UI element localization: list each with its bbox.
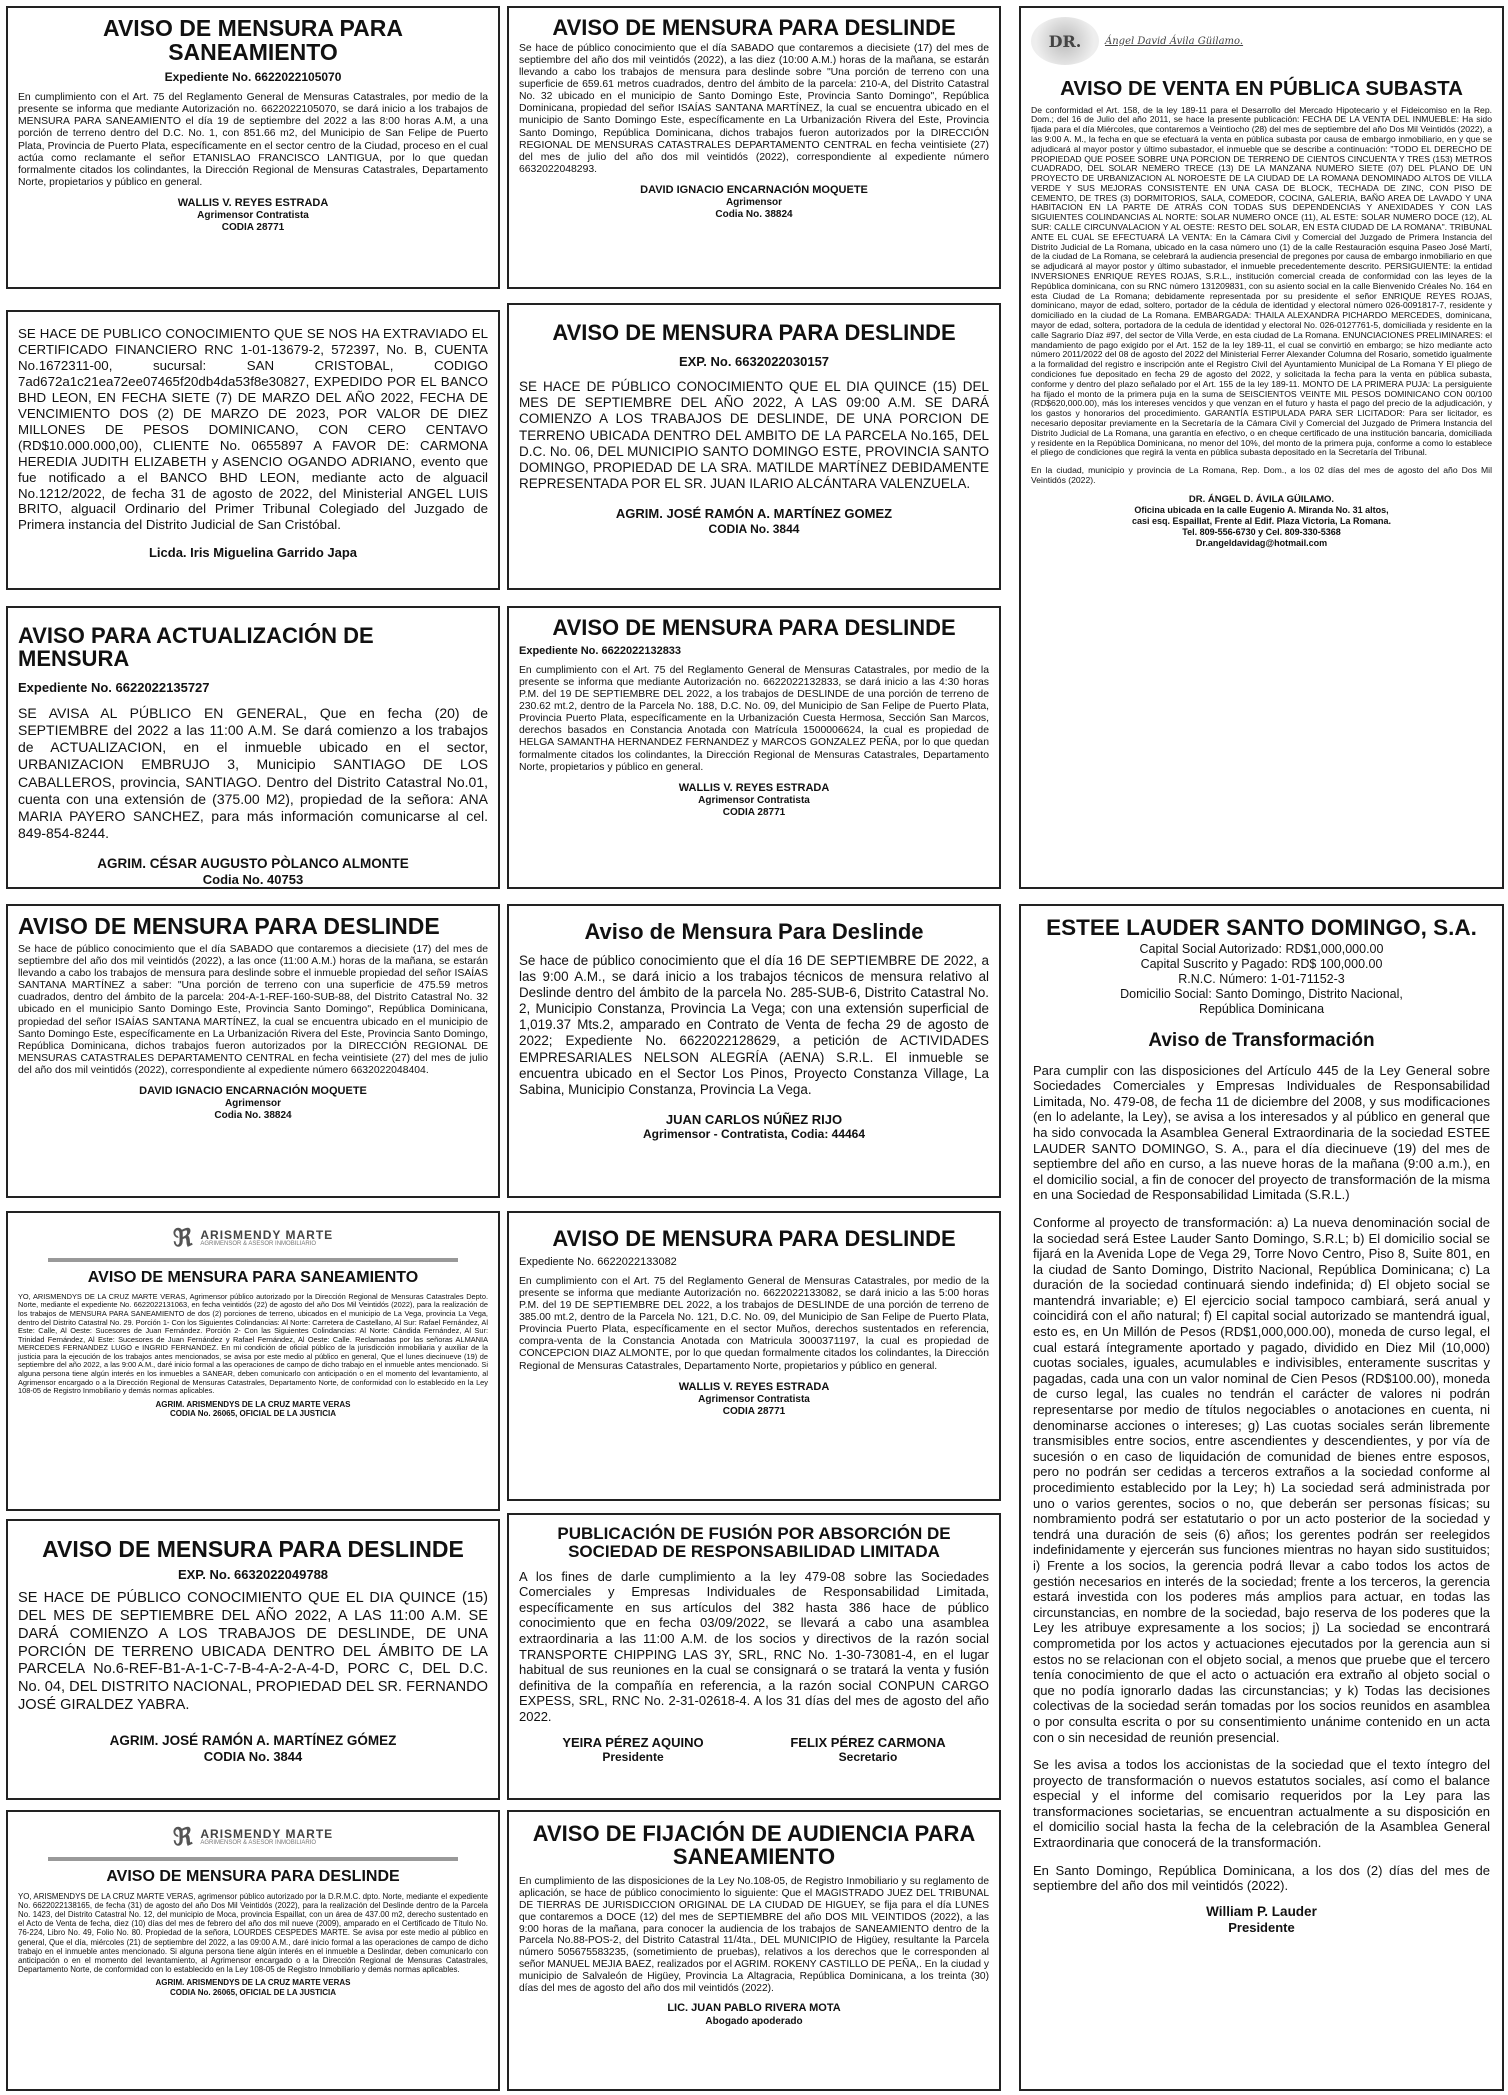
logo-subtext: AGRIMENSOR & ASESOR INMOBILIARIO bbox=[200, 1240, 317, 1247]
signature-role: Presidente bbox=[602, 1750, 664, 1765]
domicile-country: República Dominicana bbox=[1198, 1001, 1325, 1016]
logo-text: ARISMENDY MARTE bbox=[200, 1826, 334, 1841]
signature-code: CODIA 28771 bbox=[221, 221, 285, 233]
signature-name: DAVID IGNACIO ENCARNACIÓN MOQUETE bbox=[139, 1084, 367, 1097]
ad-closing: En la ciudad, municipio y provincia de La Romana, Rep. Dom., a los 02 días del mes de agosto del año Dos Mil Veintidós (2022). bbox=[1031, 465, 1492, 485]
ad-body: SE AVISA AL PÚBLICO EN GENERAL, Que en fecha (20) de SEPTIEMBRE del 2022 a las 11:00 A.M. Se dará comienzo a los trabajos de ACTUALIZACION, en el inmueble ubicado en el sector, URBANIZACION EMBRUJO 3, Municipio SANTIAGO DE LOS CABALLEROS, provincia, SANTIAGO. Dentro del Distrito Catastral No.01, cuenta con una extensión de (375.00 M2), propiedad de la señora: ANA MARIA PAYERO SANCHEZ, para más información comunicarse al cel. 849-854-8244. bbox=[18, 705, 488, 841]
ad-estee-lauder-transformacion bbox=[1019, 904, 1504, 2091]
signature-role: Secretario bbox=[838, 1750, 898, 1765]
signature-line: casi esq. Espaillat, Frente al Edif. Plaza Victoria, La Romana. bbox=[1132, 515, 1391, 526]
ad-expediente: Expediente No. 6622022133082 bbox=[519, 1256, 677, 1269]
ad-fijacion-audiencia bbox=[507, 1810, 1001, 2091]
ad-title: AVISO DE MENSURA PARA DESLINDE bbox=[552, 15, 956, 40]
signature-code: Codia No. 40753 bbox=[202, 872, 304, 887]
company-logo bbox=[18, 1822, 488, 1851]
ad-subtitle: Aviso de Transformación bbox=[1148, 1029, 1375, 1051]
logo-subtext: AGRIMENSOR & ASESOR INMOBILIARIO bbox=[200, 1839, 317, 1846]
ad-closing: En Santo Domingo, República Dominicana, a los dos (2) días del mes de septiembre del año dos mil veintidós (2022). bbox=[1033, 1862, 1490, 1894]
ad-title: AVISO DE MENSURA PARA SANEAMIENTO bbox=[103, 15, 403, 66]
signature-code: CODIA No. 3844 bbox=[708, 522, 800, 536]
signature-code: CODIA No. 3844 bbox=[203, 1748, 303, 1764]
domicile: Domicilio Social: Santo Domingo, Distrito Nacional, bbox=[1120, 986, 1403, 1001]
fingerprint-logo-icon bbox=[1031, 17, 1099, 65]
signature-name: WALLIS V. REYES ESTRADA bbox=[678, 1380, 830, 1393]
signatures bbox=[519, 1735, 989, 1765]
logo-mark-icon: ℜ bbox=[172, 1822, 193, 1851]
ad-body: A los fines de darle cumplimiento a la ley 479-08 sobre las Sociedades Comerciales y Empresas Individuales de Responsabilidad Limitada, específicamente en sus artículos del 382 hasta 386 hace de público conocimiento que en fecha 03/09/2022, se llevará a cabo una asamblea extraordinaria a las 11:00 A.M. de los socios y directivos de la razón social TRANSPORTE CHIPPING LAS 3Y, SRL, RNC No. 1-30-73081-4, en el lugar habitual de sus reuniones en la cual se consignará o se tratará la venta y fusión definitiva de la compañía en referencia, a la razón social CONPUN CARGO EXPESS, SRL, RNC No. 2-31-02618-4. A los 31 días del mes de agosto del año 2022. bbox=[519, 1568, 989, 1725]
ad-body: En cumplimiento con el Art. 75 del Reglamento General de Mensuras Catastrales, por medio de la presente se informa que mediante Autorización no. 6622022105070, se dará inicio a los trabajos de MENSURA PARA SANEAMIENTO el día 19 de septiembre del 2022 a las 8:00 horas A.M, a una porción de terreno dentro del D.C. No. 1, con 851.66 m2, del Municipio de San Felipe de Puerto Plata, Provincia de Puerto Plata, específicamente en el sector centro de la Ciudad, proceso en el cual actúa como reclamante el señor ETANISLAO FRANCISCO LANTIGUA, por lo que quedan formalmente citados los colindantes, la Dirección Regional de Mensuras Catastrales, Departamento Norte, propietarios y público en general. bbox=[18, 92, 488, 188]
ad-body: Se hace de público conocimiento que el día SABADO que contaremos a diecisiete (17) del mes de septiembre del año dos mil veintidós (2022), a las once (11:00 A.M.) horas de la mañana, se estarán llevando a cabo los trabajos de mensura para deslinde sobre el inmueble propiedad del señor ISAÍAS SANTANA MARTÍNEZ a saber: "Una porción de terreno con una superficie de 475.59 metros cuadrados, dentro del ámbito de la parcela: 204-A-1-REF-160-SUB-88, del Distrito Catastral No. 32 ubicado en el municipio Santo Domingo Este, Provincia Santo Domingo", República Dominicana, propiedad del señor ISAÍAS SANTANA MARTÍNEZ, la cual se encuentra ubicado en el municipio de Santo Domingo Este, específicamente en La Urbanización Rivera del Este, Provincia Santo Domingo, República Dominicana, dichos trabajos fueron autorizados por la DIRECCIÓN REGIONAL DE MENSURAS CATASTRALES DEPARTAMENTO CENTRAL en fecha veintisiete (27) del mes de julio del año dos mil veintidós (2022), correspondiente al expediente número 6632022048404. bbox=[18, 944, 488, 1076]
logo-mark-icon: ℜ bbox=[172, 1223, 193, 1252]
ad-expediente: EXP. No. 6632022049788 bbox=[177, 1567, 329, 1583]
ad-saneamiento-la-vega bbox=[6, 1211, 500, 1511]
ad-title: AVISO DE MENSURA PARA DESLINDE bbox=[106, 1868, 400, 1885]
ad-title: AVISO DE VENTA EN PÚBLICA SUBASTA bbox=[1060, 77, 1463, 100]
signature-name: FELIX PÉREZ CARMONA bbox=[790, 1734, 946, 1750]
ad-expediente: Expediente No. 6622022135727 bbox=[18, 680, 210, 696]
ad-mensura-deslinde-constanza bbox=[507, 904, 1001, 1198]
signature-name: LIC. JUAN PABLO RIVERA MOTA bbox=[667, 2002, 841, 2015]
ad-body: En cumplimiento con el Art. 75 del Reglamento General de Mensuras Catastrales, por medio de la presente se informa que mediante Autorización no. 6622022132833, se dará inicio a las 4:30 horas P.M. del 19 DE SEPTIEMBRE DEL 2022, a los trabajos de DESLINDE de una porción de terreno de 230.62 mt.2, dentro de la Parcela No. 188, D.C. No. 09, del Municipio de San Felipe de Puerto Plata, Provincia Puerto Plata, específicamente en la Urbanización Cuesta Hermosa, Sección San Marcos, derechos basados en Constancia Anotada con Matrícula 1500006624, la cual es propiedad de HELGA SAMANTHA HERNANDEZ FERNANDEZ y MARCOS GONZALEZ PEÑA, por lo que quedan formalmente citados los colindantes, la Dirección Regional de Mensuras Catastrales, Departamento Norte, propietarios y público en general. bbox=[519, 665, 989, 773]
signature-line: Oficina ubicada en la calle Eugenio A. Miranda No. 31 altos, bbox=[1134, 505, 1389, 516]
ad-title: AVISO DE FIJACIÓN DE AUDIENCIA PARA SANEAMIENTO bbox=[532, 1821, 976, 1870]
signature-role: Agrimensor Contratista bbox=[197, 209, 309, 221]
ad-title: AVISO DE MENSURA PARA DESLINDE bbox=[18, 913, 440, 939]
ad-body: En cumplimiento de las disposiciones de la Ley No.108-05, de Registro Inmobiliario y su reglamento de aplicación, se hace de público conocimiento lo siguiente: Que el MAGISTRADO JUEZ DEL TRIBUNAL DE TIERRAS DE JURISDICCION ORIGINAL DE LA CIUDAD DE HIGUEY, se fija para el día LUNES que contaremos a DOCE (12) del mes de SEPTIEMBRE del año DOS MIL VEINTIDOS (2022), a las 9:00 horas de la mañana, para conocer la audiencia de los trabajos de SANEAMIENTO dentro de la Parcela No.88-POS-2, del Distrito Catastral 11/4ta., DEL MUNICIPIO de Higüey, resultante la Parcela número 505675583235, (sometimiento de pruebas), relativos a los derechos que le corresponden al señor MANUEL MEJIA BAEZ, realizados por el AGRIM. ROKENY CASTILLO DE PEÑA,. En la ciudad y municipio de Salvaleón de Higüey, Provincia La Altagracia, República Dominicana, a los treinta (30) días del mes de agosto del año dos mil veintidós (2022). bbox=[519, 1876, 989, 1994]
signature-role: Agrimensor bbox=[224, 1098, 282, 1110]
signature-role: Presidente bbox=[1228, 1920, 1295, 1936]
ad-paragraph: Conforme al proyecto de transformación: a) La nueva denominación social de la sociedad será Estee Lauder Santo Domingo, S.R.L; b) El domicilio social se fijará en la Avenida Lope de Vega 29, Torre Novo Centro, Piso 8, Suite 801, en la ciudad de Santo Domingo, Distrito Nacional, República Dominicana; c) La duración de la sociedad continuará siendo indefinida; d) El objeto social se mantendrá invariable; e) El ejercicio social tampoco cambiará, será anual y coincidirá con el año natural; f) El capital social autorizado se mantendrá igual, esto es, en Un Millón de Pesos (RD$1,000,000.00), moneda de curso legal, el cual estará íntegramente aportado y pagado, dividido en Diez Mil (10,000) cuotas sociales, iguales, acumulables e indivisibles, enteramente suscritas y pagadas, cada una con un valor nominal de Cien Pesos (RD$100.00), moneda de curso legal, las cuales no tendrán el carácter de valores ni podrán representarse por medio de títulos negociables o anotaciones en cuenta, ni denominarse acciones o intereses; g) Las cuotas sociales serán libremente transmisibles entre socios, entre ascendientes y descendientes, y por vía de sucesión o en caso de liquidación de comunidad de bienes entre esposos, pero no podrán ser cedidas a terceros extraños a la sociedad conforme al procedimiento establecido por la Ley; h) La sociedad será administrada por uno o varios gerentes, socios o no, que deberán ser personas físicas; su nombramiento podrá ser estatutario o por un acto posterior de la sociedad y tendrá una duración de seis (6) años; los gerentes podrán ser reelegidos indefinidamente y ejercerán sus funciones mientras no hayan sido sustituidos; i) Frente a los socios, la gerencia podrá llevar a cabo todos los actos de gestión necesarios en interés de la sociedad; frente a los terceros, la gerencia estará investida con los poderes más amplios para actuar, en todas las circunstancias, en nombre de la sociedad, bajo reserva de los poderes que la Ley les atribuye expresamente a los socios; j) La sociedad se encontrará comprometida por los actos y actuaciones ejecutados por la gerencia aun si estos no se relacionan con el objeto social, a menos que pruebe que el tercero tenía conocimiento de que el acto o actuación era extraño al objeto social o que no podía ignorarlo dadas las circunstancias; y k) Todas las decisiones colectivas de la sociedad serán tomadas por los socios reunidos en asamblea o por consulta escrita o por su consentimiento unánime contenido en un acta con o sin necesidad de reunión presencial. bbox=[1033, 1214, 1490, 1745]
signature-role: Agrimensor - Contratista, Codia: 44464 bbox=[642, 1127, 866, 1142]
ad-title: AVISO DE MENSURA PARA DESLINDE bbox=[552, 615, 956, 640]
signature-code: CODIA 28771 bbox=[722, 1405, 786, 1417]
signature-name: AGRIM. JOSÉ RAMÓN A. MARTÍNEZ GOMEZ bbox=[615, 506, 893, 522]
signature-code: CODIA No. 26065, OFICIAL DE LA JUSTICIA bbox=[170, 1987, 336, 1997]
signature-code: Codia No. 38824 bbox=[715, 208, 793, 220]
ad-actualizacion-mensura bbox=[6, 606, 500, 889]
signature-role: Agrimensor Contratista bbox=[698, 1393, 810, 1405]
capital-authorized: Capital Social Autorizado: RD$1,000,000.00 bbox=[1139, 941, 1384, 956]
logo-divider bbox=[48, 1857, 458, 1861]
ad-title: AVISO DE MENSURA PARA DESLINDE bbox=[552, 1226, 956, 1251]
ad-title: AVISO DE MENSURA PARA SANEAMIENTO bbox=[87, 1269, 419, 1286]
company-logo bbox=[18, 1223, 488, 1252]
ad-body: Se hace de público conocimiento que el día 16 DE SEPTIEMBRE DE 2022, a las 9:00 A.M., se dará inicio a los trabajos técnicos de mensura relativo al Deslinde dentro del ámbito de la parcela No. 285-SUB-6, Distrito Catastral No. 2, Municipio Constanza, Provincia La Vega; con una extensión superficial de 1,019.37 Mts.2, amparado en Contrato de Venta de fecha 29 de agosto de 2022; Expediente No. 6622022128629, a petición de ACTIVIDADES EMPRESARIALES NELSON ALEGRÍA (AENA) S.R.L. El inmueble se encuentra ubicado en el Sector Los Pinos, Proyecto Constanza Village, La Sabina, Municipio Constanza, Provincia La Vega. bbox=[519, 953, 989, 1097]
signature-name: Licda. Iris Miguelina Garrido Japa bbox=[148, 545, 358, 561]
ad-mensura-saneamiento-puerto-plata bbox=[6, 6, 500, 289]
ad-body: SE HACE DE PUBLICO CONOCIMIENTO QUE SE NOS HA EXTRAVIADO EL CERTIFICADO FINANCIERO RNC 1-01-13679-2, 572397, No. B, CUENTA No.1672311-00, sucursal: SAN CRISTOBAL, CODIGO 7ad672a1c21ea72ee07465f20db4da53f8e30827, EXPEDIDO POR EL BANCO BHD LEON, EN FECHA SIETE (7) DE MARZO DEL AÑO 2022, FECHA DE VENCIMIENTO DOS (2) DE MARZO DE 2023, POR VALOR DE DIEZ MILLONES DE PESOS DOMINICANO, CON CERO CENTAVO (RD$10.000.000,00), CLIENTE No. 0655897 A FAVOR DE: CARMONA HEREDIA JUDITH ELIZABETH y ASENCIO OGANDO ADRIANO, evento que fue notificado a el BANCO BHD LEON, mediante acto de alguacil No.1212/2022, de fecha 31 de agosto de 2022, del Ministerial ANGEL LUIS BRITO, alguacil Ordinario del Primer Tribunal Colegiado del Juzgado de Primera instancia del Distrito Judicial de San Cristóbal. bbox=[18, 326, 488, 533]
ad-mensura-deslinde-santo-domingo-este bbox=[507, 303, 1001, 590]
ad-title: Aviso de Mensura Para Deslinde bbox=[584, 919, 924, 944]
ad-body: En cumplimiento con el Art. 75 del Reglamento General de Mensuras Catastrales, por medio de la presente se informa que mediante Autorización no. 6622022133082, se dará inicio a las 5:00 horas P.M. del 19 DE SEPTIEMBRE DEL 2022, a los trabajos de DESLINDE de una porción de terreno de 385.00 mt.2, dentro de la Parcela No. 121, D.C. No. 09, del Municipio de San Felipe de Puerto Plata, Provincia Puerto Plata, específicamente en el sector Muños, derechos sustentados en referencia, compra-venta de la Constancia Anotada con Matricula 3000371197, la cual es propiedad de CONCEPCION DIAZ ALMONTE, por lo que quedan formalmente citados los colindantes, la Dirección Regional de Mensuras Catastrales, Departamento Norte, propietarios y público en general. bbox=[519, 1276, 989, 1372]
ad-body: YO, ARISMENDYS DE LA CRUZ MARTE VERAS, agrimensor público autorizado por la D.R.M.C. dpto. Norte, mediante el expediente No. 6622022138165, de fecha (31) de agosto del año Dos Mil Veintidós (2022), para la realización del Deslinde dentro de la Parcela No. 1423, del Distrito Catastral No. 12, del municipio de Moca, provincia Espaillat, con un área de 437.00 m2, derecho sustentado en el Acto de Venta de fecha, diez (10) días del mes de febrero del año dos mil nueve (2009), amparado en el Certificado de Título No. 76-224, Libro No. 49, Folio No. 80. Propiedad de la señora, LOURDES CESPEDES MARTE. Se avisa por este medio al público en general, Que el día, miércoles (21) de septiembre del 2022, a las 09:00 A.M., daré inicio formal a las operaciones de campo de dicho trabajo en el inmueble antes mencionado. Si alguna persona tiene algún interés en el inmueble a Deslindar, deben comunicarlo con anticipación o en el momento del levantamiento, al Agrimensor encargado o a la Dirección Regional de Mensuras Catastrales, Departamento Norte, de conformidad con lo establecido en la Ley 108-05 de Registro Inmobiliario y demás normas aplicables. bbox=[18, 1891, 488, 1975]
signature-phone: Tel. 809-556-6730 y Cel. 809-330-5368 bbox=[1182, 526, 1341, 537]
ad-deslinde-moca bbox=[6, 1810, 500, 2091]
signature-name: WALLIS V. REYES ESTRADA bbox=[678, 781, 830, 794]
logo-divider bbox=[48, 1258, 458, 1262]
signature-code: CODIA 28771 bbox=[722, 806, 786, 818]
lawyer-header bbox=[1031, 12, 1492, 70]
ad-title: PUBLICACIÓN DE FUSIÓN POR ABSORCIÓN DE SOCIEDAD DE RESPONSABILIDAD LIMITADA bbox=[557, 1524, 951, 1561]
logo-text: ARISMENDY MARTE bbox=[200, 1227, 334, 1242]
ad-mensura-deslinde-munoz bbox=[507, 1211, 1001, 1501]
ad-paragraph: Se les avisa a todos los accionistas de la sociedad que el texto íntegro del proyecto de transformación o nuevos estatutos sociales, así como el balance especial y el informe del comisario requeridos por la Ley para las transformaciones societarias, se encuentran actualmente a su disposición en el domicilio social hasta la fecha de la celebración de la Asamblea General Extraordinaria que conocerá de la transformación. bbox=[1033, 1757, 1490, 1851]
ad-body: YO, ARISMENDYS DE LA CRUZ MARTE VERAS, Agrimensor público autorizado por la Dirección Regional de Mensuras Catastrales Depto. Norte, mediante el expediente No. 6622022131063, en fecha veintidós (22) de agosto del año Dos Mil Veintidós (2022), para la realización de los trabajos de MENSURA PARA SANEAMIENTO de dos (2) porciones de terreno, ubicados en el municipio de La Vega, provincia La Vega, dentro del Distrito Catastral No. 29. Porción 1- Con los Siguientes Colindancias: Al Norte: Carretera de Castellano, Al Sur: Rafael Fernández, Al Este: Calle, Al Oeste: Sucesores de Juan Fernández. Porción 2- Con las Siguientes Colindancias: Al Norte: Cándida Fernández, Al Sur: Trinidad Fernández, Al Este: Sucesores de Juan Fernández y Rafael Fernández, Al Oeste: Calle. Reclamadas por las señoras ALMANIA MERCEDES FERNANDEZ LUGO e INGRID FERNANDEZ. En mi condición de oficial público de la jurisdicción inmobiliaria y auxiliar de la justicia para la ejecución de los trabajos antes mencionados, se avisa por este medio al público en general, Que el lunes diecinueve (19) de septiembre del año 2022, a las 9:00 A.M., daré inicio formal a las operaciones de campo de dicho trabajo en el inmueble antes mencionado. Si alguna persona tiene algún interés en los inmuebles a SANEAR, deben comunicarlo con anticipación o en el momento del levantamiento, al Agrimensor encargado o a la Dirección Regional de Mensuras Catastrales, Departamento Norte, de conformidad con lo establecido en la Ley 108-05 de Registro Inmobiliario y demás normas aplicables. bbox=[18, 1291, 488, 1396]
signature-name: AGRIM. ARISMENDYS DE LA CRUZ MARTE VERAS bbox=[155, 1399, 351, 1409]
ad-certificado-extraviado bbox=[6, 310, 500, 590]
ad-title: ESTEE LAUDER SANTO DOMINGO, S.A. bbox=[1046, 915, 1477, 940]
capital-paid: Capital Suscrito y Pagado: RD$ 100,000.00 bbox=[1140, 956, 1383, 971]
signature-name: AGRIM. ARISMENDYS DE LA CRUZ MARTE VERAS bbox=[155, 1978, 351, 1988]
ad-title: AVISO PARA ACTUALIZACIÓN DE MENSURA bbox=[18, 623, 374, 672]
ad-mensura-deslinde-rivera-del-este-2 bbox=[507, 6, 1001, 289]
ad-title: AVISO DE MENSURA PARA DESLINDE bbox=[42, 1536, 464, 1562]
signature-role: Agrimensor bbox=[725, 196, 783, 208]
signature-name: WALLIS V. REYES ESTRADA bbox=[177, 196, 329, 209]
signature-code: Codia No. 38824 bbox=[214, 1110, 292, 1122]
signature-name: DR. ÁNGEL D. ÁVILA GÜILAMO. bbox=[1188, 493, 1335, 505]
signature-name: YEIRA PÉREZ AQUINO bbox=[562, 1734, 704, 1750]
ad-body: SE HACE DE PÚBLICO CONOCIMIENTO QUE EL DIA QUINCE (15) DEL MES DE SEPTIEMBRE DEL AÑO 2022, A LAS 09:00 A.M. SE DARÁ COMIENZO A LOS TRABAJOS DE DESLINDE, DE UNA PORCION DE TERRENO UBICADA DENTRO DEL AMBITO DE LA PARCELA No.165, DEL D.C. No. 06, DEL MUNICIPIO SANTO DOMINGO ESTE, PROVINCIA SANTO DOMINGO, PROPIEDAD DE LA SRA. MATILDE MARTÍNEZ DEBIDAMENTE REPRESENTADA POR EL SR. JUAN ILARIO ALCÁNTARA VALENZUELA. bbox=[519, 379, 989, 492]
ad-mensura-deslinde-distrito-nacional bbox=[6, 1519, 500, 1800]
ad-fusion-absorcion bbox=[507, 1513, 1001, 1800]
signature-email: Dr.angeldavidag@hotmail.com bbox=[1195, 537, 1328, 548]
ad-expediente: Expediente No. 6622022132833 bbox=[519, 645, 682, 658]
signature-name: AGRIM. CÉSAR AUGUSTO PÒLANCO ALMONTE bbox=[97, 855, 409, 871]
signature-role: Abogado apoderado bbox=[705, 2015, 803, 2027]
lawyer-signature-name: Ángel David Ávila Güilamo. bbox=[1105, 35, 1244, 47]
ad-body: Se hace de público conocimiento que el día SABADO que contaremos a diecisiete (17) del mes de septiembre del año dos mil veintidós (2022), a las diez (10:00 A.M.) horas de la mañana, se estarán llevando a cabo los trabajos de mensura para deslinde sobre "Una porción de terreno con una superficie de 659.61 metros cuadrados, dentro del ámbito de la parcela: 210-A, del Distrito Catastral No. 32 ubicado en el municipio de Santo Domingo Este, Provincia Santo Domingo", República Dominicana, propiedad del señor ISAÍAS SANTANA MARTÍNEZ, la cual se encuentra ubicado en el municipio de Santo Domingo Este, específicamente en La Urbanización Rivera del Este, Provincia Santo Domingo, República Dominicana, dichos trabajos fueron autorizados por la DIRECCIÓN REGIONAL DE MENSURAS CATASTRALES DEPARTAMENTO CENTRAL en fecha veintisiete (27) del mes de julio del año dos mil veintidós (2022), correspondiente al expediente número 6632022048293. bbox=[519, 43, 989, 175]
ad-body: SE HACE DE PÚBLICO CONOCIMIENTO QUE EL DIA QUINCE (15) DEL MES DE SEPTIEMBRE DEL AÑO 2022, A LAS 11:00 A.M. SE DARÁ COMIENZO A LOS TRABAJOS DE DESLINDE, DE UNA PORCIÓN DE TERRENO UBICADA DENTRO DEL ÁMBITO DE LA PARCELA No.6-REF-B1-A-1-C-7-B-4-A-2-A-4-D, PORC C, DEL D.C. No. 04, DEL DISTRITO NACIONAL, PROPIEDAD DEL SR. FERNANDO JOSÉ GIRALDEZ YABRA. bbox=[18, 1590, 488, 1713]
ad-venta-publica-subasta bbox=[1019, 6, 1504, 889]
signature-code: CODIA No. 26065, OFICIAL DE LA JUSTICIA bbox=[170, 1409, 336, 1419]
ad-title: AVISO DE MENSURA PARA DESLINDE bbox=[552, 320, 956, 345]
signature-name: DAVID IGNACIO ENCARNACIÓN MOQUETE bbox=[640, 183, 868, 196]
ad-mensura-deslinde-rivera-del-este-1 bbox=[6, 904, 500, 1198]
signature-role: Agrimensor Contratista bbox=[698, 794, 810, 806]
ad-body: De conformidad el Art. 158, de la ley 189-11 para el Desarrollo del Mercado Hipotecario y el Fideicomiso en la Rep. Dom.; del 16 de Julio del año 2011, se hace la presente publicación: FECHA DE LA VENTA DEL INMUEBLE: Ha sido fijada para el día Miércoles, que contaremos a Veintiocho (28) del mes de septiembre del año Dos Mil Veintidós (2022), a las 9:00 A. M., la fecha en que se efectuará la venta en pública subasta por causa de embargo inmobiliario, en y que se adjudicará al mayor postor y último subastador, el inmueble que se describe a continuación: "TODO EL DERECHO DE PROPIEDAD QUE POSEE SOBRE UNA PORCION DE TERRENO DE CIENTOS CINCUENTA Y TRES (153) METROS CUADRADO, DEL SOLAR NEMERO TRECE (13) DE LA MANZANA NUMERO SIETE (07) DEL PLANO DE UN PROYECTO DE URBANIZACION AL NOROESTE DE LA CIUDAD DE LA ROMANA DENOMINADO ALTOS DE VILLA VERDE Y SUS MEJORAS CONSISTENTE EN UNA CASA DE BLOCK, TECHADA DE ZINC, CON PISO DE CEMENTO, DE TRES (3) DORMITORIOS, SALA, COMEDOR, COCINA, GALERIA, BAÑO AREA DE LAVADO Y UNA HABITACION EN LA PARTE DE ATRÁS CON TODAS SUS DEPENDENCIAS Y ANEXIDADES Y CON LAS SIGUIENTES COLINDANCIAS AL NORTE: SOLAR NUMERO ONCE (11), AL ESTE: SOLAR NUMERO DOCE (12), AL SUR: CALLE CIRCUNVALACION Y AL OESTE: RESTO DEL SOLAR, EN ESTA CIUDAD DE LA ROMANA". TRIBUNAL ANTE EL CUAL SE EFECTUARÁ LA VENTA: En la Cámara Civil y Comercial del Juzgado de Primera Instancia del Distrito Judicial de La Romana, ubicado en la casa número uno (1) de la calle Restauración esquina Paseo José Martí, de la ciudad de La Romana, se celebrará la audiencia presencial de pregones por causa de embargo inmobiliario en que se adjudicará al mayor postor y último subastador, el inmueble precedentemente descrito. PERSIGUIENTE: la entidad INVERSIONES ENRIQUE REYES ROJAS, S.R.L., institución comercial creada de conformidad con las leyes de la República dominicana, con su RNC número 131209831, con su asiento social en la calle Bienvenido Créales No. 164 en esta Ciudad de La Romana; debidamente representada por su presidente el señor ENRIQUE REYES ROJAS, dominicano, mayor de edad, soltero, portador de la cédula de identidad y electoral número 026-0091817-7, residente y domiciliado en la ciudad de La Romana. EMBARGADA: THAILA ALEXANDRA PICHARDO MERCEDES, dominicana, mayor de edad, soltera, portadora de la cedula de identidad y electoral No. 026-0127761-5, domiciliada y residente en la calle Sagrario Díaz #97, del sector de Villa Verde, en esta ciudad de La Romana. ENUNCIACIONES PRELIMINARES: el mandamiento de pago exigido por el Art. 152 de la ley 189-11, el cual se convirtió en embargo; se hizo mediante acto número 2011/2022 del 08 de agosto del 2022 del Ministerial Ferrer Alexander Columna del Rosario, sometido igualmente a la formalidad del registro e inscripción ante el Registro Civil del Ayuntamiento Municipal de La Romana Y El pliego de condiciones fue depositado en fecha 29 de agosto del 2022, y solicitada la fecha para la venta en pública subasta, conforme y dentro del plazo señalado por el Art. 155 de la ley 189-11. MONTO DE LA PRIMERA PUJA: La persiguiente ha fijado el monto de la primera puja en la suma de SEISCIENTOS VEINTE MIL PESOS DOMINICANO CON 00/100 (RD$620,000.00), más los intereses vencidos y que venzan en el futuro y hasta el pago del precio de la adjudicación, y los gastos y honorarios del procedimiento. GARANTÍA ESTIPULADA PARA SER LICITADOR: Para ser licitador, es necesario depositar previamente en la Secretaría de la Cámara Civil y Comercial del Juzgado de Primera Instancia del Distrito Judicial de La Romana, una garantía en efectivo, o en cheque certificado de una institución bancaria, domiciliada y residente en la República Dominicana, no menor del 10%, del monto de la primera puja, conforme a como lo establece el pliego de condiciones que regirá la venta en pública subasta depositado en la Secretaría del Tribunal. bbox=[1031, 104, 1492, 458]
ad-expediente: EXP. No. 6632022030157 bbox=[678, 354, 830, 370]
ad-paragraph: Para cumplir con las disposiciones del Artículo 445 de la Ley General sobre Sociedades Comerciales y Empresas Individuales de Responsabilidad Limitada, No. 479-08, de fecha 11 de diciembre del 2008, y sus modificaciones (en lo adelante, la Ley), se avisa a los interesados y al público en general que ha sido convocada la Asamblea General Extraordinaria de la sociedad ESTEE LAUDER SANTO DOMINGO, S. A., para el día diecinueve (19) del mes de septiembre del año en curso, a las nueve horas de la mañana (9:00 a.m.), en el domicilio social, a fin de conocer del proyecto de transformación de la misma en una Sociedad de Responsabilidad Limitada (S.R.L.) bbox=[1033, 1062, 1490, 1203]
signature-name: JUAN CARLOS NÚÑEZ RIJO bbox=[665, 1111, 843, 1127]
signature-name: AGRIM. JOSÉ RAMÓN A. MARTÍNEZ GÓMEZ bbox=[109, 1732, 397, 1748]
ad-mensura-deslinde-cuesta-hermosa bbox=[507, 606, 1001, 889]
logo-text: DR. bbox=[1048, 31, 1082, 51]
ad-expediente: Expediente No. 6622022105070 bbox=[164, 70, 342, 85]
rnc-number: R.N.C. Número: 1-01-71152-3 bbox=[1178, 971, 1345, 986]
signature-name: William P. Lauder bbox=[1206, 1903, 1317, 1919]
